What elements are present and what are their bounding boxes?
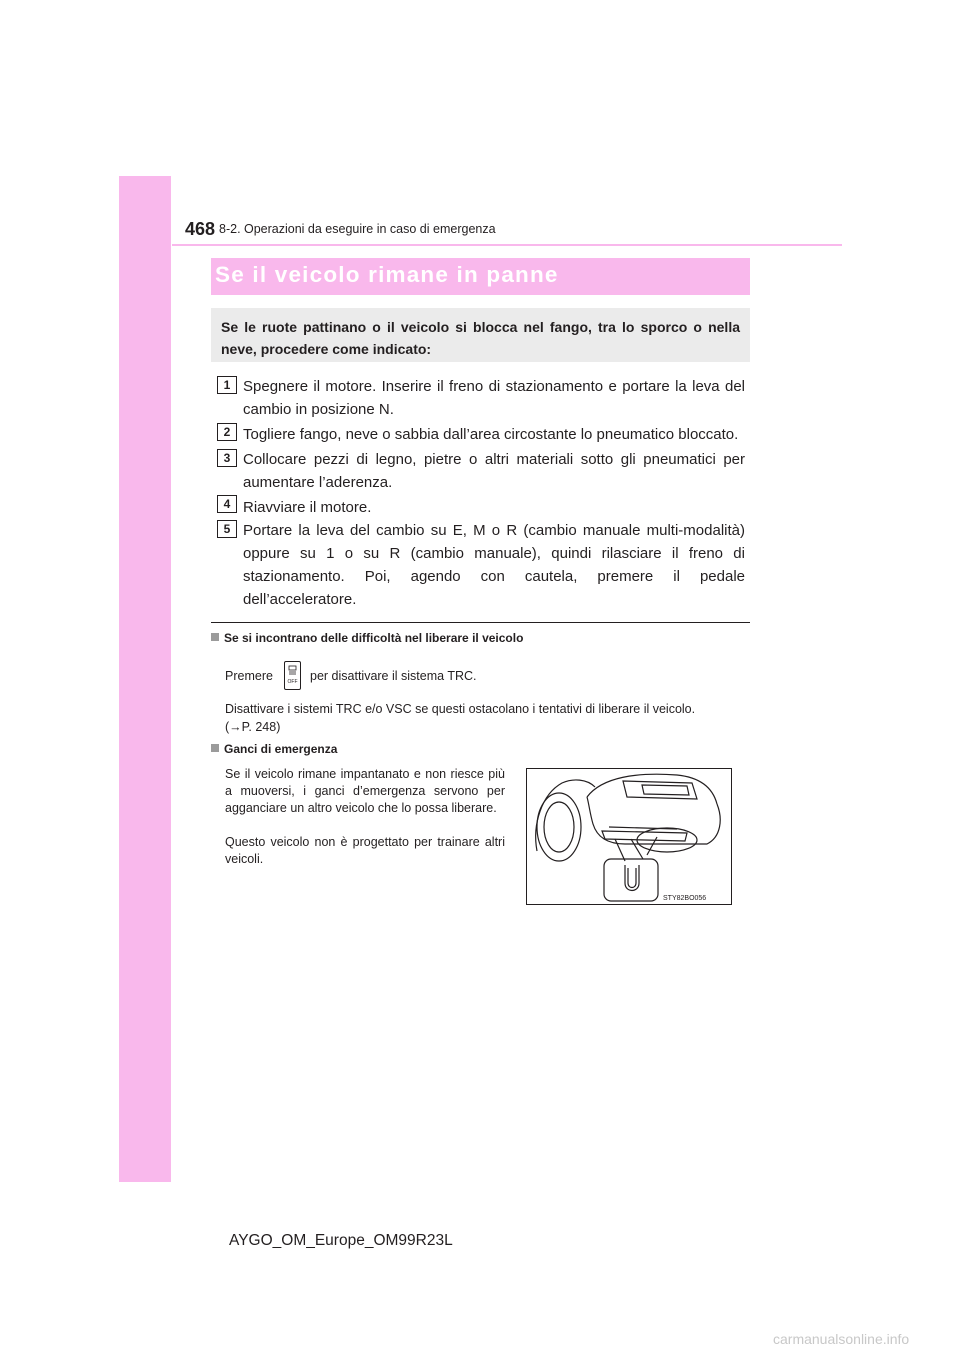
step-number-4: 4 <box>217 495 237 513</box>
step-text-1: Spegnere il motore. Inserire il freno di stazionamento e portare la leva del cambio in posizione N. <box>243 378 745 418</box>
emergency-hook-illustration <box>526 768 732 905</box>
trc-off-symbol-icon <box>285 662 300 689</box>
hooks-text-1: Se il veicolo rimane impantanato e non riesce più a muoversi, i ganci d’emergenza servono per agganciare un altro veicolo che lo possa liberare. <box>225 767 505 815</box>
bullet-square-icon <box>211 633 219 641</box>
hooks-text-2: Questo veicolo non è progettato per trainare altri veicoli. <box>225 835 505 866</box>
step-text-2: Togliere fango, neve o sabbia dall’area circostante lo pneumatico bloccato. <box>243 426 739 443</box>
step-text-3: Collocare pezzi di legno, pietre o altri materiali sotto gli pneumatici per aumentare l’aderenza. <box>243 451 745 491</box>
image-code: STY82BO056 <box>663 895 707 902</box>
step-text-5: Portare la leva del cambio su E, M o R (cambio manuale multi-modalità) oppure su 1 o su R (cambio manuale), quindi rilasciare il freno di stazionamento. Poi, agendo con cautela, premere il pedale dell’acceleratore. <box>243 522 745 608</box>
section-divider <box>211 622 750 623</box>
step-number-1: 1 <box>217 376 237 394</box>
trc-off-button-icon <box>284 661 301 690</box>
side-tab-band <box>119 176 171 1182</box>
intro-box <box>211 308 750 362</box>
section-banner <box>211 258 750 295</box>
document-id: AYGO_OM_Europe_OM99R23L <box>229 1232 453 1249</box>
header-rule <box>172 244 842 246</box>
hooks-heading: Ganci di emergenza <box>224 742 338 756</box>
step-number-2: 2 <box>217 423 237 441</box>
section-title: Se il veicolo rimane in panne <box>215 262 559 287</box>
difficulty-detail: Disattivare i sistemi TRC e/o VSC se questi ostacolano i tentativi di liberare il veicolo. <box>225 702 696 716</box>
press-text-before: Premere <box>225 669 273 683</box>
intro-text: Se le ruote pattinano o il veicolo si blocca nel fango, tra lo sporco o nella neve, procedere come indicato: <box>221 319 740 357</box>
watermark: carmanualsonline.info <box>773 1331 910 1347</box>
page-reference: (→P. 248) <box>225 720 281 734</box>
page-number: 468 <box>185 219 216 239</box>
trc-off-label: OFF <box>287 679 298 685</box>
step-number-5: 5 <box>217 520 237 538</box>
step-number-3: 3 <box>217 449 237 467</box>
step-text-4: Riavviare il motore. <box>243 499 372 516</box>
difficulty-heading: Se si incontrano delle difficoltà nel liberare il veicolo <box>224 631 524 645</box>
press-text-after: per disattivare il sistema TRC. <box>310 669 477 683</box>
chapter-title: 8-2. Operazioni da eseguire in caso di emergenza <box>219 222 496 236</box>
bullet-square-icon <box>211 744 219 752</box>
car-rear-hook-icon <box>527 769 731 904</box>
